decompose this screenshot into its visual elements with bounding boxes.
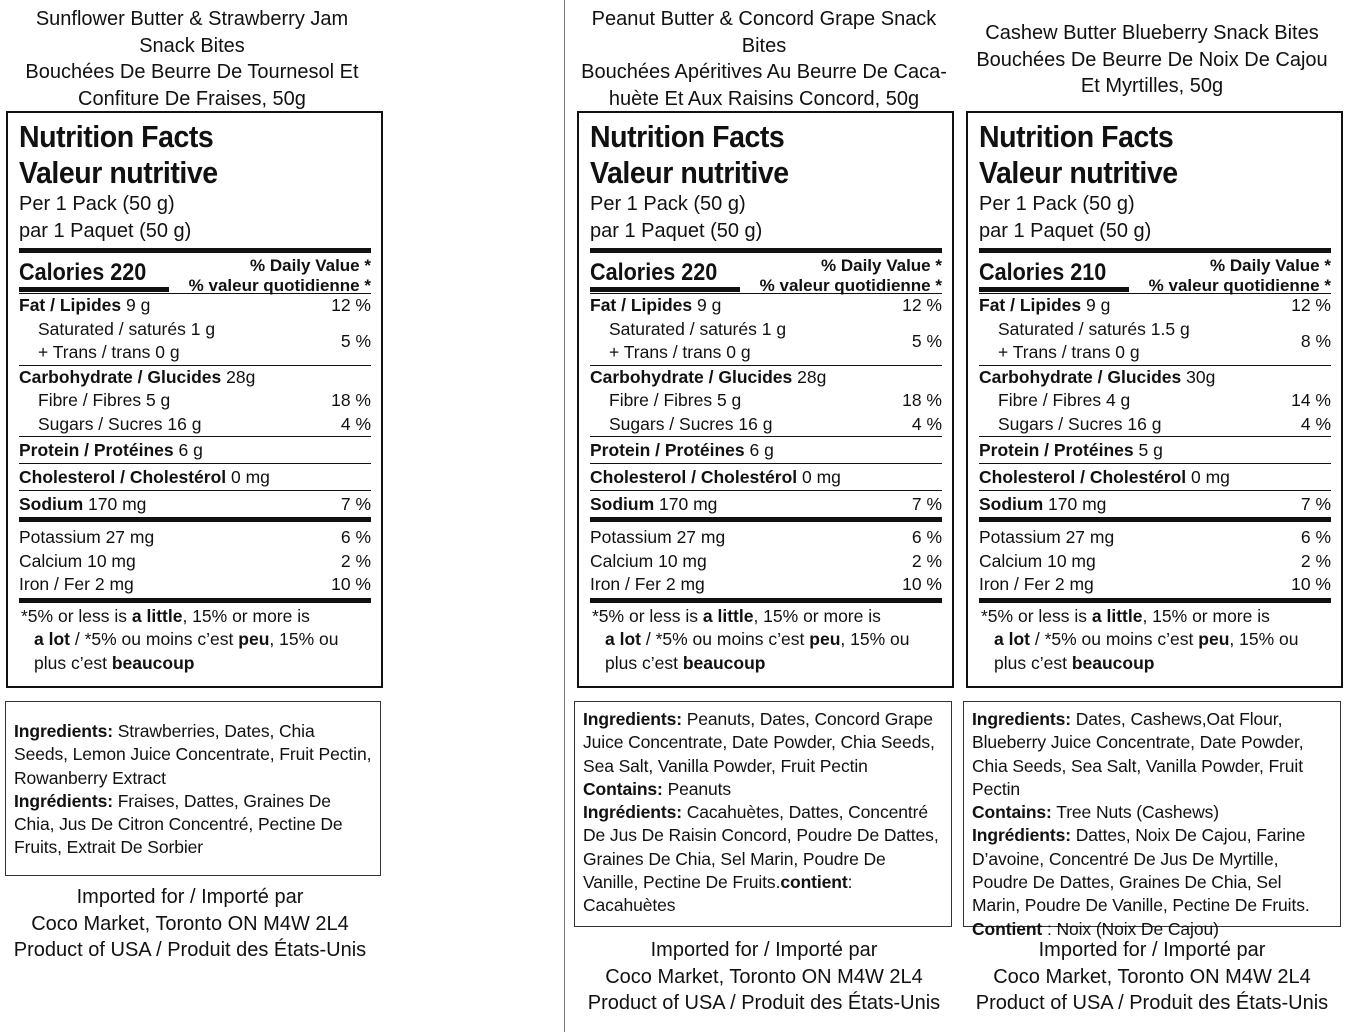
cholesterol-row: Cholesterol / Cholestérol 0 mg xyxy=(19,467,270,487)
nf-title-en: Nutrition Facts xyxy=(590,119,785,154)
calories-row xyxy=(590,253,942,293)
fat-row: Fat / Lipides 9 g 12 % xyxy=(979,295,1331,315)
serving-fr: par 1 Paquet (50 g) xyxy=(590,220,763,242)
sat-trans-row: Saturated / saturés 1.5 g + Trans / trans 0 g 8 % xyxy=(998,318,1331,362)
ingredients-box-3: Ingredients: Dates, Cashews,Oat Flour, Blueberry Juice Concentrate, Date Powder, Chia Seeds, Sea Salt, Vanilla Powder, Fruit Pectin Contains: Tree Nuts (Cashews) Ingrédients: Dattes, Noix De Cajou, Farine D’avoine, Concentré De Jus De Myrtille, Poudre De Dattes, Graines De Chia, Sel Marin, Poudre De Vanille, Pectine De Fruits. Contient : Noix (Noix De Cajou) xyxy=(963,701,1341,927)
potassium-row: Potassium 27 mg 6 % xyxy=(19,527,371,547)
calories-label: Calories 220 xyxy=(590,259,718,286)
calcium-row: Calcium 10 mg 2 % xyxy=(19,550,371,571)
potassium-row: Potassium 27 mg 6 % xyxy=(590,527,942,547)
nutrition-facts-panel-1 xyxy=(6,111,383,688)
fibre-row: Fibre / Fibres 5 g 18 % xyxy=(609,390,942,410)
iron-row: Iron / Fer 2 mg 10 % xyxy=(19,574,371,594)
fibre-row: Fibre / Fibres 5 g 18 % xyxy=(38,390,371,410)
nutrition-facts-panel-2 xyxy=(577,111,954,688)
importer-2: Imported for / Importé par Coco Market, Toronto ON M4W 2L4 Product of USA / Produit des États-Unis xyxy=(587,939,941,1014)
protein-row: Protein / Protéines 5 g xyxy=(979,440,1163,460)
calcium-row: Calcium 10 mg 2 % xyxy=(590,550,942,571)
daily-value-header: % Daily Value * % valeur quotidienne * xyxy=(188,256,371,295)
calories-row xyxy=(19,253,371,293)
nf-title-en: Nutrition Facts xyxy=(19,119,214,154)
fibre-row: Fibre / Fibres 4 g 14 % xyxy=(998,390,1331,410)
sugars-row: Sugars / Sucres 16 g 4 % xyxy=(38,413,371,434)
serving-en: Per 1 Pack (50 g) xyxy=(590,193,746,215)
protein-row: Protein / Protéines 6 g xyxy=(590,440,774,460)
sat-trans-row: Saturated / saturés 1 g + Trans / trans 0 g 5 % xyxy=(609,318,942,362)
footnote: *5% or less is a little, 15% or more is a lot / *5% ou moins c’est peu, 15% ou plus c’est beaucoup xyxy=(592,605,910,673)
carb-row: Carbohydrate / Glucides 28g xyxy=(590,366,827,387)
ingredients-box-1: Ingredients: Strawberries, Dates, Chia Seeds, Lemon Juice Concentrate, Fruit Pectin, Rowanberry Extract Ingrédients: Fraises, Dattes, Graines De Chia, Jus De Citron Concentré, Pectine De Fruits, Extrait De Sorbier xyxy=(5,701,381,876)
cholesterol-row: Cholesterol / Cholestérol 0 mg xyxy=(590,467,841,487)
serving-en: Per 1 Pack (50 g) xyxy=(979,193,1135,215)
calories-rule xyxy=(19,287,169,292)
product-title-2: Peanut Butter & Concord Grape Snack Bites Bouchées Apéritives Au Beurre De Caca- huète Et Aux Raisins Concord, 50g xyxy=(581,8,947,110)
footnote: *5% or less is a little, 15% or more is a lot / *5% ou moins c’est peu, 15% ou plus c’est beaucoup xyxy=(21,605,339,673)
nutrition-facts-panel-3 xyxy=(966,111,1343,688)
calories-label: Calories 220 xyxy=(19,259,147,286)
serving-en: Per 1 Pack (50 g) xyxy=(19,193,175,215)
importer-3: Imported for / Importé par Coco Market, Toronto ON M4W 2L4 Product of USA / Produit des États-Unis xyxy=(975,939,1329,1014)
ingredients-box-2: Ingredients: Peanuts, Dates, Concord Grape Juice Concentrate, Date Powder, Chia Seeds, Sea Salt, Vanilla Powder, Fruit Pectin Contains: Peanuts Ingrédients: Cacahuètes, Dattes, Concentré De Jus De Raisin Concord, Poudre De Dattes, Graines De Chia, Sel Marin, Poudre De Vanille, Pectine De Fruits.contient: Cacahuètes xyxy=(574,701,952,927)
daily-value-header: % Daily Value * % valeur quotidienne * xyxy=(759,256,942,295)
nf-title-en: Nutrition Facts xyxy=(979,119,1174,154)
daily-value-header: % Daily Value * % valeur quotidienne * xyxy=(1148,256,1331,295)
fat-row: Fat / Lipides 9 g 12 % xyxy=(590,295,942,315)
calories-rule xyxy=(979,287,1129,292)
cholesterol-row: Cholesterol / Cholestérol 0 mg xyxy=(979,467,1230,487)
footnote: *5% or less is a little, 15% or more is a lot / *5% ou moins c’est peu, 15% ou plus c’est beaucoup xyxy=(981,605,1299,673)
nf-title-fr: Valeur nutritive xyxy=(979,155,1178,190)
iron-row: Iron / Fer 2 mg 10 % xyxy=(590,574,942,594)
calories-label: Calories 210 xyxy=(979,259,1107,286)
sodium-row: Sodium 170 mg 7 % xyxy=(590,494,942,514)
product-title-3: Cashew Butter Blueberry Snack Bites Bouchées De Beurre De Noix De Cajou Et Myrtilles, 50g xyxy=(976,22,1328,97)
nf-title-fr: Valeur nutritive xyxy=(590,155,789,190)
serving-fr: par 1 Paquet (50 g) xyxy=(19,220,192,242)
fat-row: Fat / Lipides 9 g 12 % xyxy=(19,295,371,315)
sugars-row: Sugars / Sucres 16 g 4 % xyxy=(609,413,942,434)
sodium-row: Sodium 170 mg 7 % xyxy=(19,494,371,514)
sat-trans-row: Saturated / saturés 1 g + Trans / trans 0 g 5 % xyxy=(38,318,371,362)
calories-rule xyxy=(590,287,740,292)
sodium-row: Sodium 170 mg 7 % xyxy=(979,494,1331,514)
protein-row: Protein / Protéines 6 g xyxy=(19,440,203,460)
sugars-row: Sugars / Sucres 16 g 4 % xyxy=(998,413,1331,434)
serving-fr: par 1 Paquet (50 g) xyxy=(979,220,1152,242)
column-divider xyxy=(564,0,565,1032)
product-title-1: Sunflower Butter & Strawberry Jam Snack Bites Bouchées De Beurre De Tournesol Et Confiture De Fraises, 50g xyxy=(25,8,359,110)
potassium-row: Potassium 27 mg 6 % xyxy=(979,527,1331,547)
carb-row: Carbohydrate / Glucides 30g xyxy=(979,366,1216,387)
calcium-row: Calcium 10 mg 2 % xyxy=(979,550,1331,571)
carb-row: Carbohydrate / Glucides 28g xyxy=(19,366,256,387)
nf-title-fr: Valeur nutritive xyxy=(19,155,218,190)
calories-row xyxy=(979,253,1331,293)
importer-1: Imported for / Importé par Coco Market, Toronto ON M4W 2L4 Product of USA / Produit des États-Unis xyxy=(13,886,367,961)
iron-row: Iron / Fer 2 mg 10 % xyxy=(979,574,1331,594)
